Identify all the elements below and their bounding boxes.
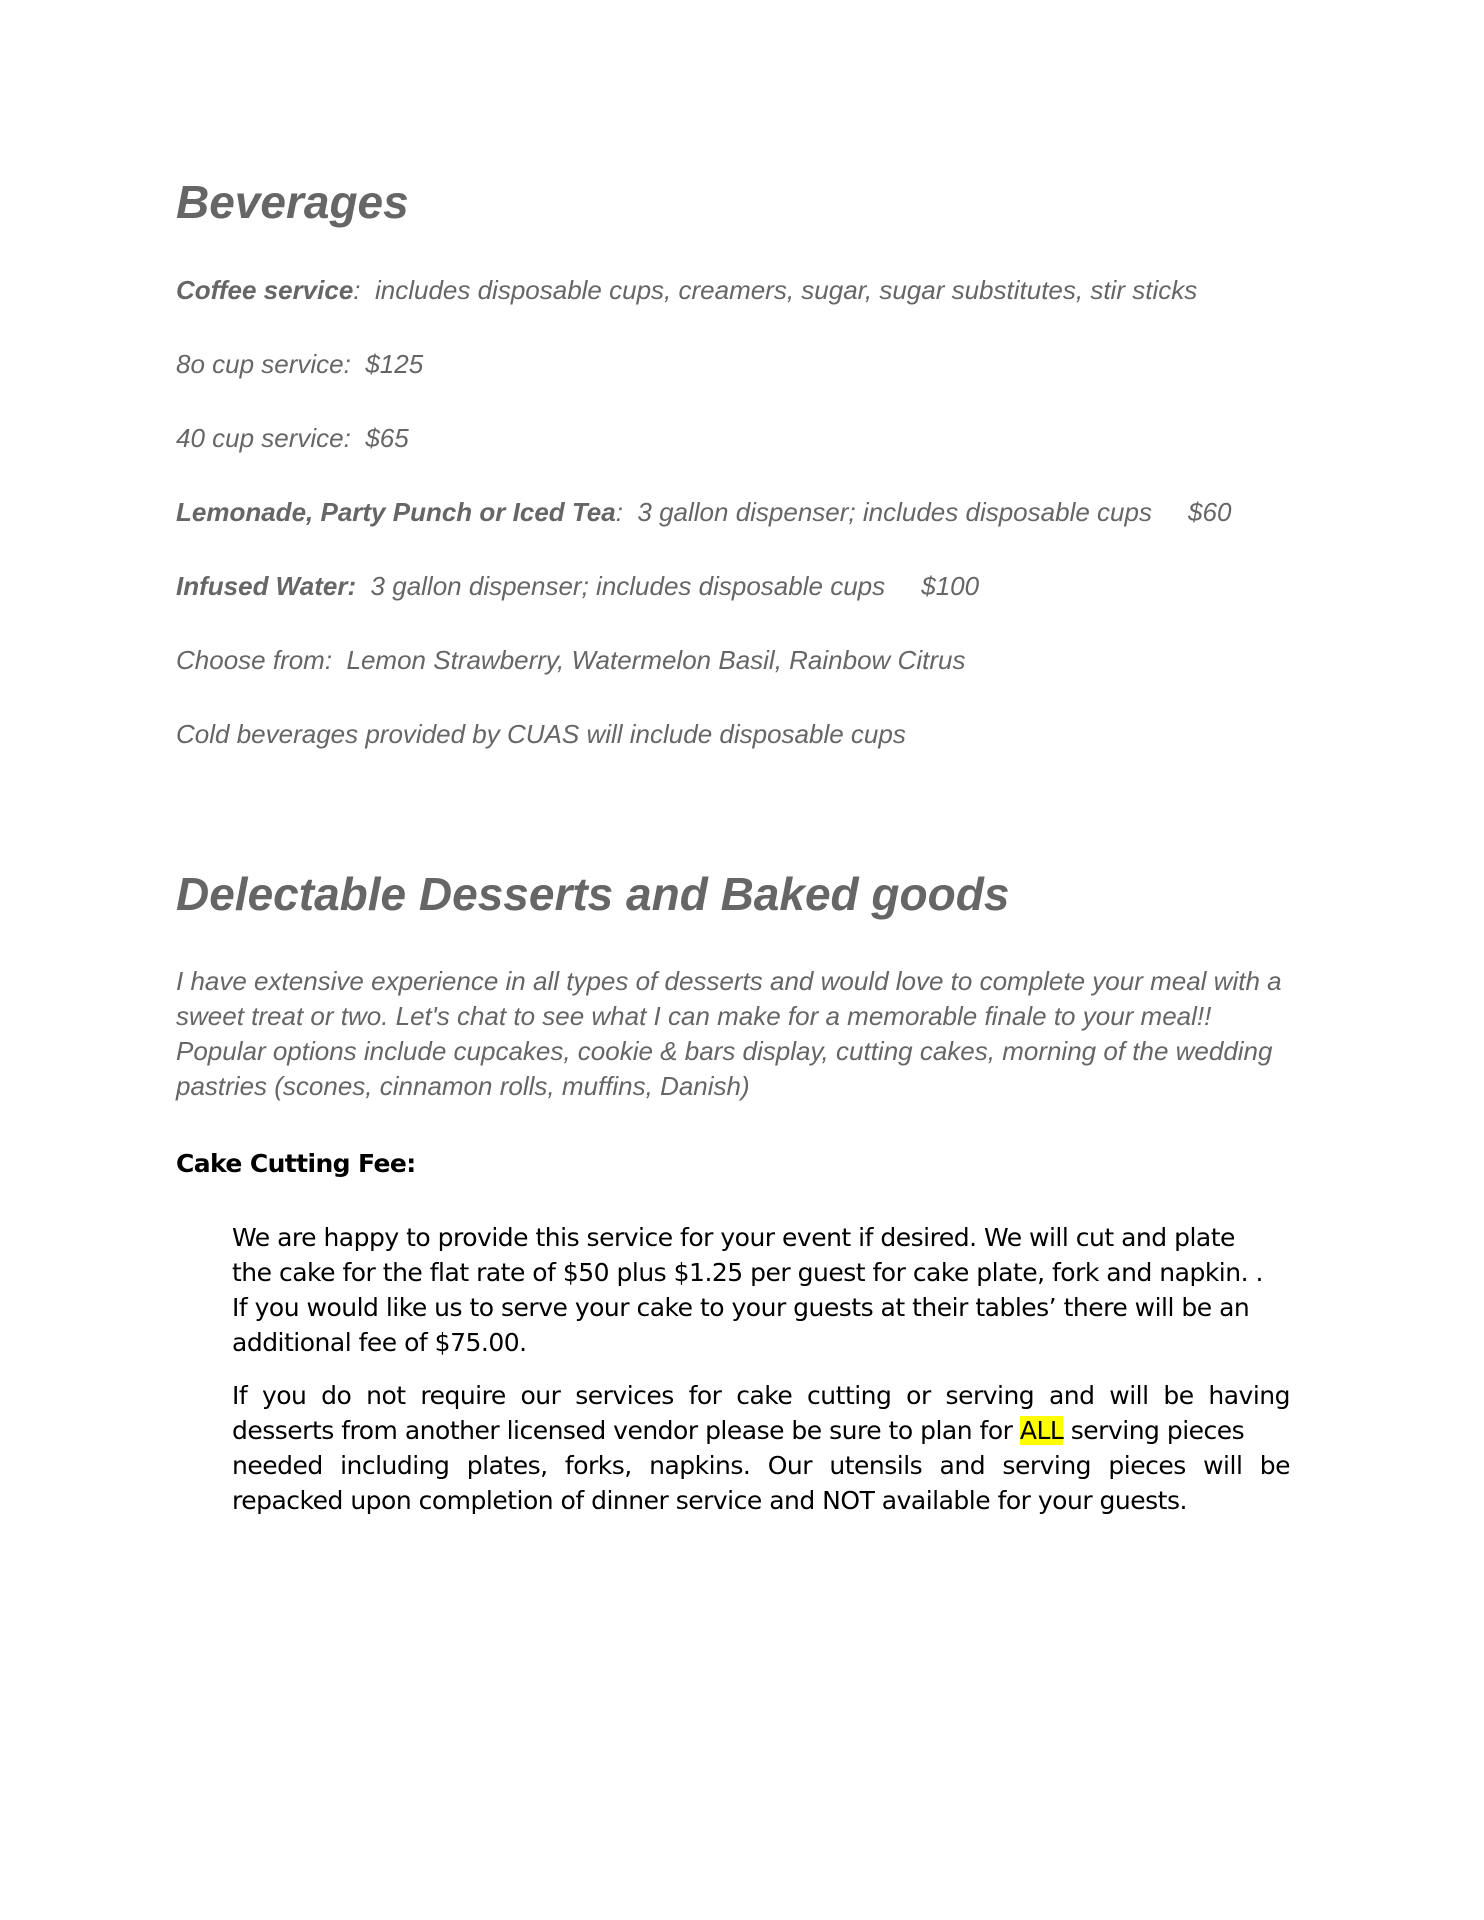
desserts-intro-line: pastries (scones, cinnamon rolls, muffins, Danish) bbox=[176, 1071, 750, 1101]
desserts-intro bbox=[176, 964, 1326, 1104]
paragraph-line: additional fee of $75.00. bbox=[232, 1328, 527, 1357]
desserts-intro-line: I have extensive experience in all types of desserts and would love to complete your meal with a bbox=[176, 966, 1282, 996]
infused-choices-line: Choose from: Lemon Strawberry, Watermelon Basil, Rainbow Citrus bbox=[176, 645, 966, 675]
paragraph-line: the cake for the flat rate of $50 plus $1.25 per guest for cake plate, fork and napkin. . bbox=[232, 1258, 1263, 1287]
coffee-40-cup-line: 40 cup service: $65 bbox=[176, 423, 409, 453]
cake-cutting-heading: Cake Cutting Fee: bbox=[176, 1149, 416, 1178]
lemonade-label: Lemonade, Party Punch or Iced Tea bbox=[176, 497, 616, 527]
paragraph-line: If you would like us to serve your cake to your guests at their tables’ there will be an bbox=[232, 1293, 1250, 1322]
beverages-title: Beverages bbox=[176, 176, 409, 228]
text-before-highlight: desserts from another licensed vendor please be sure to plan for bbox=[232, 1416, 1020, 1445]
coffee-service-desc: : includes disposable cups, creamers, sugar, sugar substitutes, stir sticks bbox=[353, 275, 1198, 305]
coffee-service-line bbox=[176, 274, 1197, 306]
text-after-highlight: serving pieces bbox=[1063, 1416, 1245, 1445]
paragraph-line: needed including plates, forks, napkins. Our utensils and serving pieces will be bbox=[232, 1451, 1290, 1480]
desserts-title: Delectable Desserts and Baked goods bbox=[176, 868, 1010, 920]
paragraph-line-with-highlight bbox=[232, 1413, 1290, 1448]
highlighted-text: ALL bbox=[1019, 1416, 1064, 1445]
coffee-service-label: Coffee service bbox=[176, 275, 354, 305]
infused-water-desc: 3 gallon dispenser; includes disposable cups $100 bbox=[356, 571, 980, 601]
infused-water-line bbox=[176, 570, 979, 602]
lemonade-desc: : 3 gallon dispenser; includes disposable cups $60 bbox=[615, 497, 1232, 527]
infused-water-label: Infused Water: bbox=[176, 571, 357, 601]
desserts-intro-line: Popular options include cupcakes, cookie & bars display, cutting cakes, morning of the wedding bbox=[176, 1036, 1273, 1066]
cold-beverages-note: Cold beverages provided by CUAS will include disposable cups bbox=[176, 719, 906, 749]
cake-cutting-paragraph-2 bbox=[232, 1378, 1290, 1518]
coffee-80-cup-line: 8o cup service: $125 bbox=[176, 349, 424, 379]
desserts-intro-line: sweet treat or two. Let's chat to see what I can make for a memorable finale to your meal!! bbox=[176, 1001, 1212, 1031]
lemonade-line bbox=[176, 496, 1231, 528]
paragraph-line: We are happy to provide this service for your event if desired. We will cut and plate bbox=[232, 1223, 1235, 1252]
paragraph-line: If you do not require our services for cake cutting or serving and will be having bbox=[232, 1381, 1290, 1410]
paragraph-line: repacked upon completion of dinner service and NOT available for your guests. bbox=[232, 1486, 1187, 1515]
cake-cutting-paragraph-1 bbox=[232, 1220, 1290, 1360]
